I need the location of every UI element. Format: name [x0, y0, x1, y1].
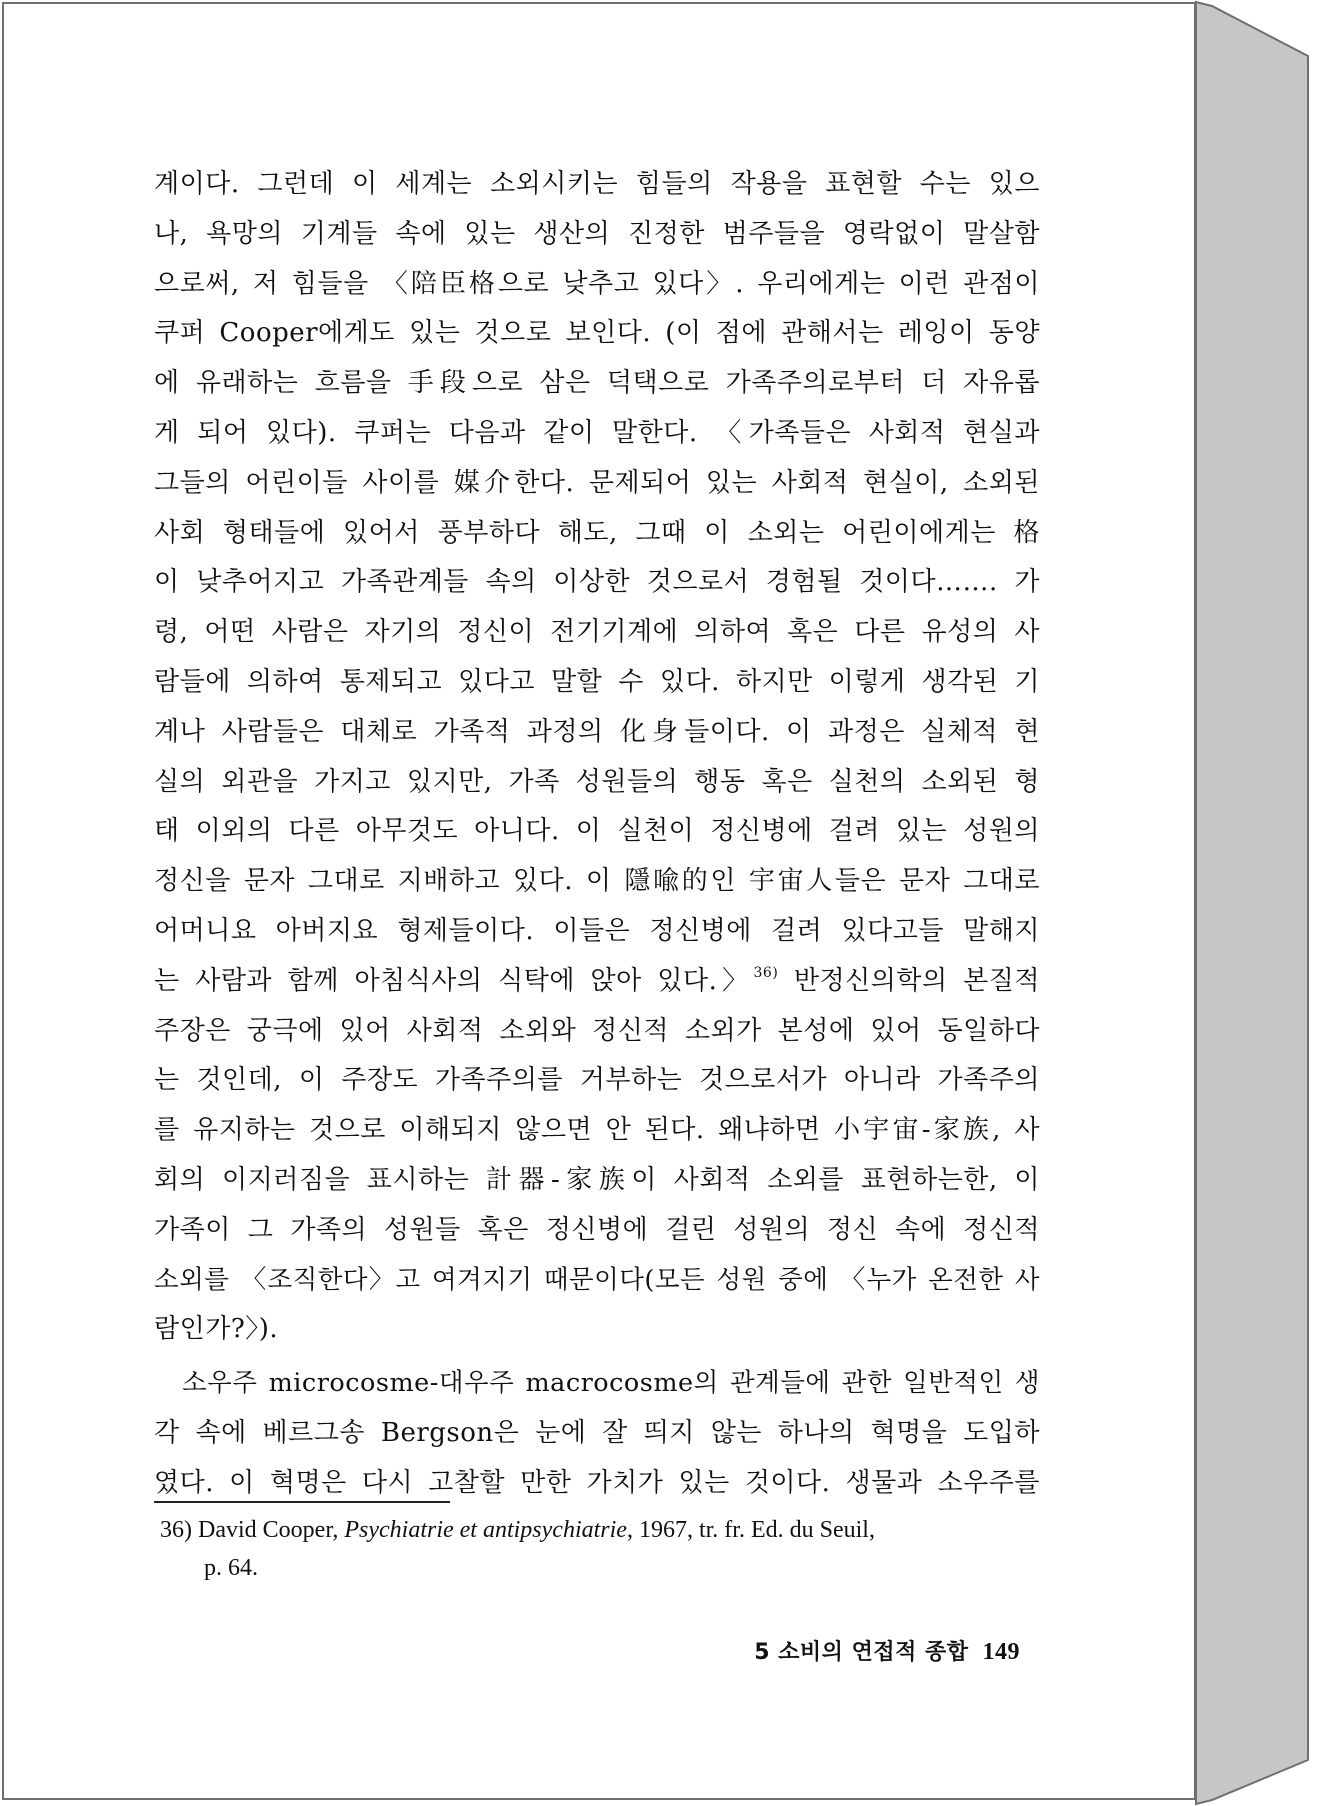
page-body [154, 160, 1040, 1509]
text-line: 각 속에 베르그송 Bergson은 눈에 잘 띄지 않는 하나의 혁명을 도입하 [154, 1417, 1040, 1448]
text-line: 게 되어 있다). 쿠퍼는 다음과 같이 말한다. 〈가족들은 사회적 현실과 [154, 417, 1040, 448]
text-line: 였다. 이 혁명은 다시 고찰할 만한 가치가 있는 것이다. 생물과 소우주를 [154, 1467, 1040, 1498]
text-line: 계나 사람들은 대체로 가족적 과정의 化身들이다. 이 과정은 실체적 현 [154, 716, 1040, 747]
footnote-number: 36) [160, 1517, 192, 1543]
text-line: 으로써, 저 힘들을 〈陪臣格으로 낮추고 있다〉. 우리에게는 이런 관점이 [154, 268, 1040, 299]
footnote-page: p. 64. [204, 1555, 258, 1581]
paragraph-2 [154, 1359, 1040, 1508]
text-line: 령, 어떤 사람은 자기의 정신이 전기기계에 의하여 혹은 다른 유성의 사 [154, 617, 1040, 648]
text-line: 계이다. 그런데 이 세계는 소외시키는 힘들의 작용을 표현할 수는 있으 [154, 169, 1040, 199]
text-line: 는 것인데, 이 주장도 가족주의를 거부하는 것으로서가 아니라 가족주의 [154, 1065, 1040, 1096]
text-line: 태 이외의 다른 아무것도 아니다. 이 실천이 정신병에 걸려 있는 성원의 [154, 816, 1040, 847]
text-line: 회의 이지러짐을 표시하는 計器-家族이 사회적 소외를 표현하는한, 이 [154, 1164, 1040, 1195]
text-line: 에 유래하는 흐름을 手段으로 삼은 덕택으로 가족주의로부터 더 자유롭 [154, 368, 1041, 399]
text-line: 람들에 의하여 통제되고 있다고 말할 수 있다. 하지만 이렇게 생각된 기 [154, 666, 1040, 697]
text-line: 가족이 그 가족의 성원들 혹은 정신병에 걸린 성원의 정신 속에 정신적 [154, 1214, 1040, 1245]
text-line-head: 는 사람과 함께 아침식사의 식탁에 앉아 있다.〉 [154, 965, 754, 996]
footnote-36 [160, 1511, 1040, 1587]
footnote-reference[interactable]: 36) [753, 964, 779, 981]
footnote-publication: , 1967, tr. fr. Ed. du Seuil, [626, 1517, 875, 1543]
text-line: 주장은 궁극에 있어 사회적 소외와 정신적 소외가 본성에 있어 동일하다 [154, 1015, 1040, 1046]
text-line: 소외를 〈조직한다〉고 여겨지기 때문이다(모든 성원 중에 〈누가 온전한 사 [154, 1264, 1040, 1295]
running-footer [680, 1635, 1020, 1666]
text-line: 그들의 어린이들 사이를 媒介한다. 문제되어 있는 사회적 현실이, 소외된 [154, 467, 1040, 498]
footnote-title: Psychiatrie et antipsychiatrie [344, 1517, 627, 1543]
text-line: 쿠퍼 Cooper에게도 있는 것으로 보인다. (이 점에 관해서는 레잉이 동양 [154, 318, 1040, 349]
footnote-line [160, 1511, 1040, 1549]
page-number: 149 [982, 1639, 1020, 1665]
footnote-divider [154, 1501, 450, 1503]
text-line: 이 낮추어지고 가족관계들 속의 이상한 것으로서 경험될 것이다……. 가 [154, 567, 1040, 598]
text-line: 어머니요 아버지요 형제들이다. 이들은 정신병에 걸려 있다고들 말해지 [154, 915, 1040, 946]
text-line: 사회 형태들에 있어서 풍부하다 해도, 그때 이 소외는 어린이에게는 格 [154, 517, 1040, 548]
text-line: 람인가?〉). [154, 1314, 279, 1345]
footnote-author: David Cooper, [198, 1517, 345, 1543]
text-line: 를 유지하는 것으로 이해되지 않으면 안 된다. 왜냐하면 小宇宙-家族, 사 [154, 1115, 1040, 1146]
text-line: 실의 외관을 가지고 있지만, 가족 성원들의 행동 혹은 실천의 소외된 형 [154, 766, 1040, 797]
paragraph-1 [154, 160, 1040, 1355]
chapter-title: 5 소비의 연접적 종합 [754, 1640, 969, 1665]
text-line: 소우주 microcosme-대우주 macrocosme의 관계들에 관한 일반적인 생 [182, 1368, 1040, 1399]
text-line: 나, 욕망의 기계들 속에 있는 생산의 진정한 범주들을 영락없이 말살함 [154, 218, 1040, 249]
text-line-with-footnote [154, 957, 1040, 1007]
text-line: 정신을 문자 그대로 지배하고 있다. 이 隱喩的인 宇宙人들은 문자 그대로 [154, 866, 1040, 897]
text-line-tail: 반정신의학의 본질적 [778, 965, 1040, 996]
